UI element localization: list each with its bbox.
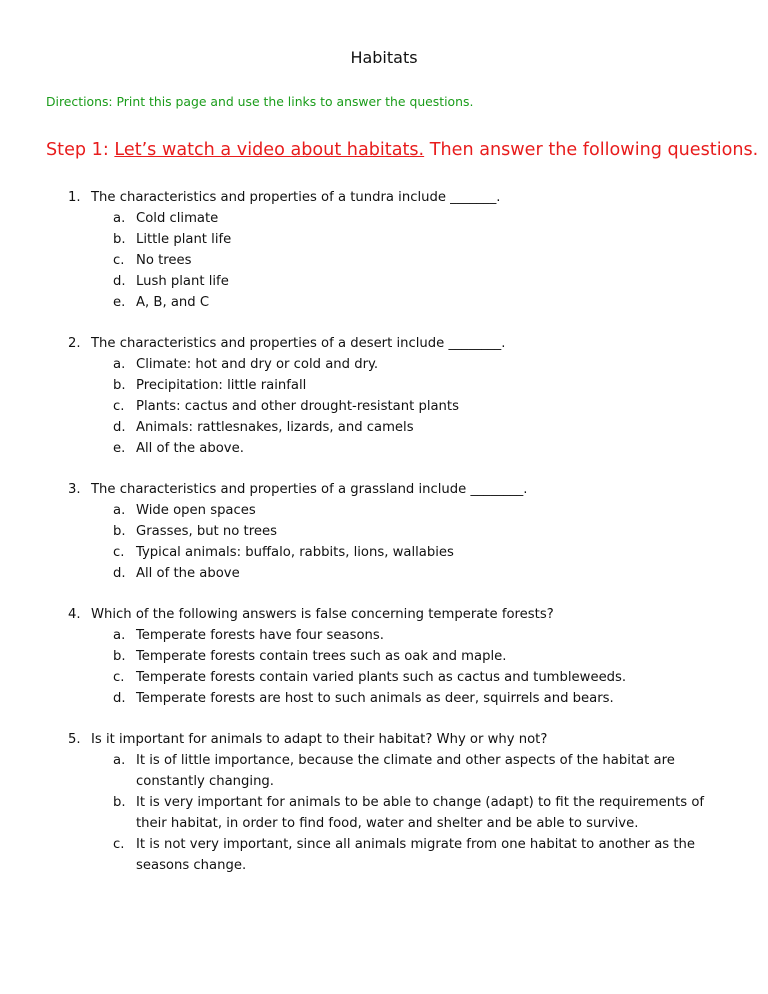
answer-option — [0, 417, 768, 438]
answer-option — [0, 542, 768, 563]
question-line — [0, 187, 768, 208]
option-letter: d. — [113, 566, 126, 581]
option-letter: c. — [113, 253, 125, 268]
answer-option — [0, 438, 768, 459]
option-text: Typical animals: buffalo, rabbits, lions, wallabies — [136, 545, 454, 560]
option-text: Grasses, but no trees — [136, 524, 277, 539]
page-title: Habitats — [350, 48, 418, 67]
answer-option — [0, 271, 768, 292]
option-letter: a. — [113, 628, 126, 643]
option-text: Cold climate — [136, 211, 219, 226]
step-heading — [46, 140, 758, 160]
answer-option — [0, 396, 768, 417]
answer-option — [0, 563, 768, 584]
answer-option — [0, 834, 768, 876]
option-text: Little plant life — [136, 232, 232, 247]
answer-option — [0, 646, 768, 667]
option-text: It is not very important, since all animals migrate from one habitat to another as the seasons change. — [136, 837, 695, 873]
question-item — [0, 479, 768, 584]
option-letter: e. — [113, 441, 126, 456]
option-text: Temperate forests contain varied plants such as cactus and tumbleweeds. — [136, 670, 627, 685]
option-text: It is very important for animals to be able to change (adapt) to fit the requirements of their habitat, in order to find food, water and shelter and be able to survive. — [136, 795, 705, 831]
option-letter: c. — [113, 670, 125, 685]
option-text: It is of little importance, because the climate and other aspects of the habitat are constantly changing. — [136, 753, 675, 789]
option-letter: a. — [113, 503, 126, 518]
question-line — [0, 333, 768, 354]
option-text: Plants: cactus and other drought-resistant plants — [136, 399, 459, 414]
question-list — [0, 187, 768, 896]
option-text: All of the above. — [136, 441, 244, 456]
option-text: No trees — [136, 253, 192, 268]
option-letter: d. — [113, 274, 126, 289]
answer-option — [0, 792, 768, 834]
question-item — [0, 604, 768, 709]
option-text: Precipitation: little rainfall — [136, 378, 307, 393]
option-text: A, B, and C — [136, 295, 210, 310]
option-letter: a. — [113, 753, 126, 768]
question-number: 4. — [68, 607, 81, 622]
option-letter: b. — [113, 378, 126, 393]
question-text: The characteristics and properties of a tundra include _______. — [91, 190, 501, 205]
question-item — [0, 187, 768, 313]
answer-option — [0, 354, 768, 375]
option-text: Wide open spaces — [136, 503, 256, 518]
video-link[interactable]: Let’s watch a video about habitats. — [114, 140, 425, 160]
option-letter: d. — [113, 420, 126, 435]
answer-option — [0, 688, 768, 709]
option-text: Temperate forests are host to such animals as deer, squirrels and bears. — [136, 691, 614, 706]
answer-option — [0, 208, 768, 229]
option-text: Climate: hot and dry or cold and dry. — [136, 357, 379, 372]
question-line — [0, 604, 768, 625]
answer-option — [0, 750, 768, 792]
option-letter: b. — [113, 232, 126, 247]
option-letter: c. — [113, 545, 125, 560]
question-number: 2. — [68, 336, 81, 351]
option-letter: b. — [113, 795, 126, 810]
question-number: 5. — [68, 732, 81, 747]
step-suffix: Then answer the following questions. — [424, 140, 759, 160]
answer-option — [0, 292, 768, 313]
answer-option — [0, 375, 768, 396]
question-text: The characteristics and properties of a desert include ________. — [91, 336, 506, 351]
answer-option — [0, 250, 768, 271]
option-letter: b. — [113, 524, 126, 539]
question-item — [0, 729, 768, 876]
question-line — [0, 729, 768, 750]
option-letter: a. — [113, 211, 126, 226]
answer-option — [0, 667, 768, 688]
option-letter: c. — [113, 399, 125, 414]
question-text: Which of the following answers is false concerning temperate forests? — [91, 607, 554, 622]
directions-text: Directions: Print this page and use the links to answer the questions. — [46, 94, 474, 109]
option-text: Temperate forests contain trees such as oak and maple. — [136, 649, 507, 664]
question-text: Is it important for animals to adapt to their habitat? Why or why not? — [91, 732, 548, 747]
option-letter: e. — [113, 295, 126, 310]
option-text: All of the above — [136, 566, 240, 581]
option-letter: b. — [113, 649, 126, 664]
question-number: 1. — [68, 190, 81, 205]
option-text: Temperate forests have four seasons. — [136, 628, 384, 643]
question-text: The characteristics and properties of a grassland include ________. — [91, 482, 528, 497]
question-item — [0, 333, 768, 459]
option-letter: a. — [113, 357, 126, 372]
answer-option — [0, 521, 768, 542]
option-letter: c. — [113, 837, 125, 852]
question-line — [0, 479, 768, 500]
answer-option — [0, 625, 768, 646]
answer-option — [0, 229, 768, 250]
option-text: Lush plant life — [136, 274, 229, 289]
answer-option — [0, 500, 768, 521]
step-prefix: Step 1: — [46, 140, 115, 160]
question-number: 3. — [68, 482, 81, 497]
option-letter: d. — [113, 691, 126, 706]
option-text: Animals: rattlesnakes, lizards, and camels — [136, 420, 414, 435]
